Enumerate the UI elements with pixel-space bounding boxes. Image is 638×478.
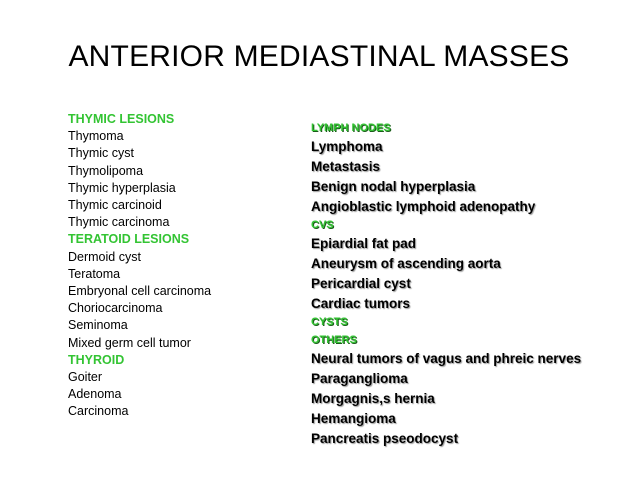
list-item: Benign nodal hyperplasia (311, 179, 476, 195)
list-item: Metastasis (311, 159, 381, 175)
list-item: Goiter (68, 370, 103, 385)
left-column-list (68, 111, 211, 421)
slide-title: ANTERIOR MEDIASTINAL MASSES (68, 40, 570, 73)
list-item: Seminoma (68, 318, 128, 333)
right-column-list (311, 120, 581, 449)
teratoid-lesions-heading: TERATOID LESIONS (68, 232, 190, 247)
list-item: Embryonal cell carcinoma (68, 284, 212, 299)
list-item: Aneurysm of ascending aorta (311, 256, 501, 272)
list-item: Angioblastic lymphoid adenopathy (311, 199, 536, 215)
others-heading: OTHERS (311, 333, 357, 346)
list-item: Morgagnis,s hernia (311, 390, 435, 406)
list-item: Thymolipoma (68, 163, 144, 178)
list-item: Thymic hyperplasia (68, 180, 176, 195)
list-item: Mixed germ cell tumor (68, 335, 191, 350)
list-item: Choriocarcinoma (68, 301, 163, 316)
list-item: Cardiac tumors (311, 296, 411, 312)
list-item: Hemangioma (311, 410, 396, 426)
list-item: Pancreatis pseodocyst (311, 430, 459, 446)
list-item: Adenoma (68, 387, 122, 402)
list-item: Thymic carcinoma (68, 215, 170, 230)
list-item: Dermoid cyst (68, 249, 141, 264)
list-item: Thymic cyst (68, 146, 134, 161)
list-item: Lymphoma (311, 139, 383, 155)
list-item: Teratoma (68, 266, 121, 281)
cvs-heading: CVS (311, 219, 334, 232)
list-item: Epiardial fat pad (311, 236, 417, 252)
cysts-heading: CYSTS (311, 316, 348, 329)
list-item: Carcinoma (68, 404, 129, 419)
list-item: Neural tumors of vagus and phreic nerves (311, 350, 582, 366)
list-item: Paraganglioma (311, 370, 408, 386)
list-item: Pericardial cyst (311, 276, 411, 292)
thyroid-heading: THYROID (68, 352, 125, 367)
list-item: Thymoma (68, 129, 124, 144)
lymph-nodes-heading: LYMPH NODES (311, 122, 391, 134)
list-item: Thymic carcinoid (68, 198, 162, 213)
thymic-lesions-heading: THYMIC LESIONS (68, 112, 175, 126)
